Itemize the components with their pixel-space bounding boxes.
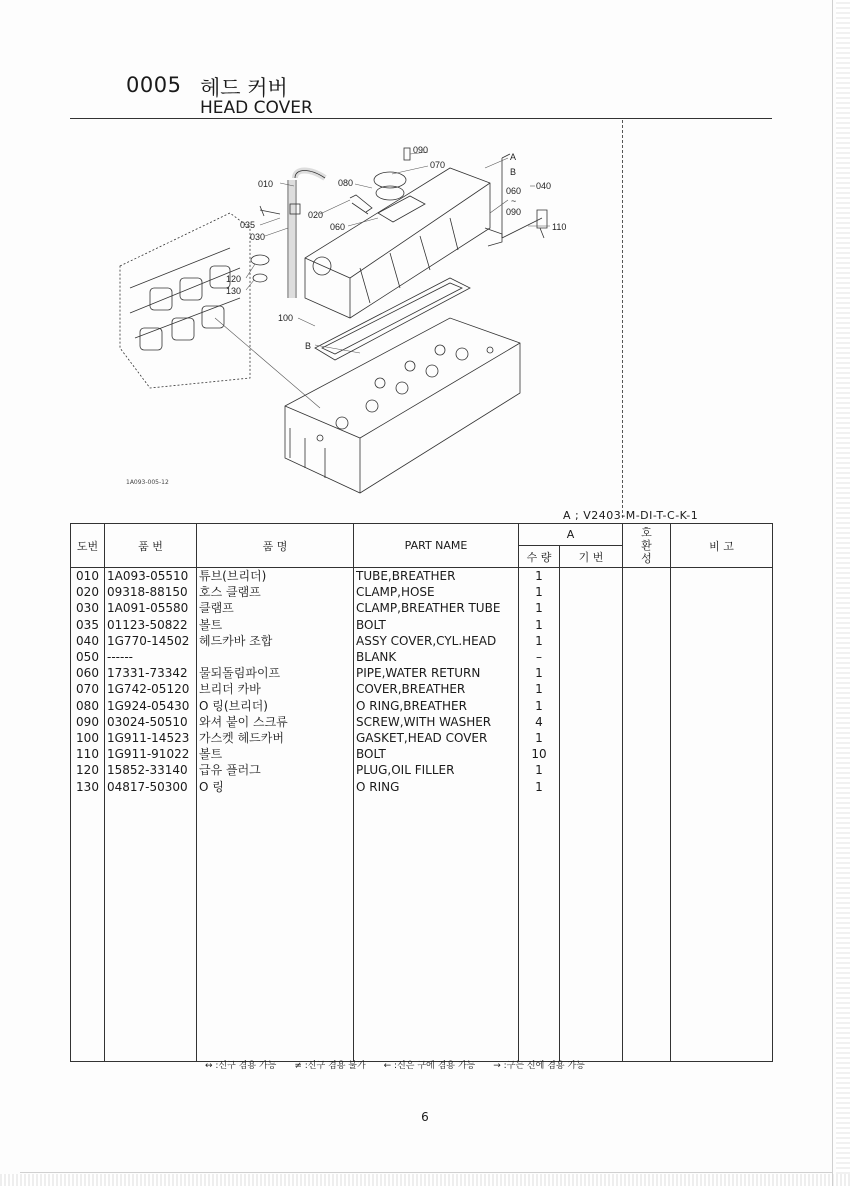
row-part-name: BLANK — [354, 649, 519, 665]
row-interchange — [623, 584, 671, 600]
row-interchange — [623, 649, 671, 665]
header-part-name: PART NAME — [354, 524, 519, 568]
table-row — [71, 600, 773, 616]
row-qty: 1 — [519, 665, 560, 681]
table-row — [71, 617, 773, 633]
row-interchange — [623, 633, 671, 649]
header-no: 도번 — [71, 524, 105, 568]
model-note: A ; V2403-M-DI-T-C-K-1 — [563, 509, 699, 522]
row-remarks — [671, 568, 773, 585]
legend-item-new-to-old: ← :신은 구에 겸용 가능 — [383, 1061, 476, 1071]
row-no: 050 — [71, 649, 105, 665]
row-qty: 1 — [519, 698, 560, 714]
row-interchange — [623, 746, 671, 762]
row-name-ko: 물되돌림파이프 — [197, 665, 354, 681]
row-name-ko: 클램프 — [197, 600, 354, 616]
row-remarks — [671, 778, 773, 794]
row-qty: 1 — [519, 600, 560, 616]
row-name-ko: 가스켓 헤드카버 — [197, 730, 354, 746]
row-base — [560, 665, 623, 681]
row-remarks — [671, 730, 773, 746]
leader-lines — [215, 152, 550, 408]
row-remarks — [671, 746, 773, 762]
row-remarks — [671, 665, 773, 681]
label-100: 100 — [278, 313, 294, 323]
row-interchange — [623, 665, 671, 681]
label-070: 070 — [430, 160, 446, 170]
table-row — [71, 730, 773, 746]
row-base — [560, 633, 623, 649]
row-part-name: O RING,BREATHER — [354, 698, 519, 714]
row-interchange — [623, 714, 671, 730]
row-base — [560, 649, 623, 665]
label-060: 060 — [330, 222, 346, 232]
row-name-ko: 튜브(브리더) — [197, 568, 354, 585]
label-010: 010 — [258, 179, 274, 189]
row-interchange — [623, 730, 671, 746]
label-090: 090 — [413, 145, 429, 155]
row-part-no: 1G770-14502 — [105, 633, 197, 649]
row-part-name: CLAMP,BREATHER TUBE — [354, 600, 519, 616]
row-part-name: BOLT — [354, 617, 519, 633]
label-120: 120 — [226, 274, 242, 284]
legend-item-interchangeable: ↔ :신구 겸용 가능 — [205, 1061, 277, 1071]
row-qty: 1 — [519, 681, 560, 697]
label-range-from: 060 — [506, 186, 522, 196]
diagram-divider — [622, 120, 623, 518]
row-remarks — [671, 762, 773, 778]
row-part-name: COVER,BREATHER — [354, 681, 519, 697]
row-qty: 1 — [519, 568, 560, 585]
row-name-ko — [197, 649, 354, 665]
row-part-no: 03024-50510 — [105, 714, 197, 730]
scan-edge-right — [836, 0, 850, 1174]
header-model-group: A — [519, 524, 623, 546]
table-row — [71, 778, 773, 794]
row-qty: – — [519, 649, 560, 665]
row-qty: 1 — [519, 584, 560, 600]
page-title-english: HEAD COVER — [200, 98, 313, 118]
row-part-name: O RING — [354, 778, 519, 794]
page-title-korean: 헤드 커버 — [200, 76, 288, 100]
row-name-ko: 헤드카바 조합 — [197, 633, 354, 649]
section-code: 0005 — [126, 73, 182, 97]
label-110: 110 — [552, 222, 567, 232]
row-part-name: ASSY COVER,CYL.HEAD — [354, 633, 519, 649]
row-interchange — [623, 778, 671, 794]
label-ref-a: A — [510, 152, 517, 162]
row-interchange — [623, 600, 671, 616]
row-part-no: 1G911-14523 — [105, 730, 197, 746]
title-rule — [70, 118, 772, 119]
row-base — [560, 730, 623, 746]
parts-table — [70, 523, 773, 1062]
label-130: 130 — [226, 286, 242, 296]
page-border-right — [832, 0, 833, 1186]
header-remarks: 비 고 — [671, 524, 773, 568]
row-part-no: 04817-50300 — [105, 778, 197, 794]
intake-manifold-drawing — [120, 213, 250, 388]
header-interchange: 호 환 성 — [623, 524, 671, 568]
table-row — [71, 649, 773, 665]
row-part-no: 1G911-91022 — [105, 746, 197, 762]
page-border-bottom — [20, 1172, 832, 1173]
header-qty: 수 량 — [519, 546, 560, 568]
row-no: 130 — [71, 778, 105, 794]
row-no: 030 — [71, 600, 105, 616]
label-035: 035 — [240, 220, 256, 230]
label-ref-b-lower: B — [305, 341, 312, 351]
row-no: 020 — [71, 584, 105, 600]
row-base — [560, 600, 623, 616]
breather-parts-drawing — [251, 148, 547, 298]
row-part-no: 15852-33140 — [105, 762, 197, 778]
row-part-no: 01123-50822 — [105, 617, 197, 633]
row-no: 070 — [71, 681, 105, 697]
row-part-name: GASKET,HEAD COVER — [354, 730, 519, 746]
table-row — [71, 714, 773, 730]
table-row — [71, 698, 773, 714]
legend-item-not-interchangeable: ≠ :신구 겸용 불가 — [294, 1061, 366, 1071]
row-part-no: 09318-88150 — [105, 584, 197, 600]
row-remarks — [671, 649, 773, 665]
row-base — [560, 568, 623, 585]
row-no: 080 — [71, 698, 105, 714]
row-name-ko: 급유 플러그 — [197, 762, 354, 778]
row-base — [560, 746, 623, 762]
table-row — [71, 568, 773, 585]
page-number: 6 — [421, 1110, 429, 1124]
row-qty: 4 — [519, 714, 560, 730]
row-remarks — [671, 633, 773, 649]
row-base — [560, 698, 623, 714]
header-part-no: 품 번 — [105, 524, 197, 568]
row-remarks — [671, 600, 773, 616]
row-no: 035 — [71, 617, 105, 633]
row-interchange — [623, 762, 671, 778]
figure-code: 1A093-005-12 — [126, 479, 169, 486]
row-part-name: TUBE,BREATHER — [354, 568, 519, 585]
row-name-ko: O 링(브리더) — [197, 698, 354, 714]
row-remarks — [671, 584, 773, 600]
table-row — [71, 746, 773, 762]
label-040: 040 — [536, 181, 552, 191]
row-no: 090 — [71, 714, 105, 730]
cylinder-head-drawing — [285, 318, 520, 493]
header-name-ko: 품 명 — [197, 524, 354, 568]
compatibility-legend — [205, 1058, 585, 1071]
row-no: 040 — [71, 633, 105, 649]
row-qty: 10 — [519, 746, 560, 762]
row-interchange — [623, 617, 671, 633]
row-interchange — [623, 681, 671, 697]
row-part-name: BOLT — [354, 746, 519, 762]
row-name-ko: 와셔 붙이 스크류 — [197, 714, 354, 730]
row-remarks — [671, 617, 773, 633]
row-remarks — [671, 698, 773, 714]
row-base — [560, 584, 623, 600]
row-no: 010 — [71, 568, 105, 585]
row-no: 110 — [71, 746, 105, 762]
exploded-view-diagram — [110, 138, 620, 508]
row-name-ko: 호스 클램프 — [197, 584, 354, 600]
row-part-name: CLAMP,HOSE — [354, 584, 519, 600]
legend-item-old-to-new: → :구는 신에 겸용 가능 — [493, 1061, 585, 1071]
row-qty: 1 — [519, 762, 560, 778]
row-no: 120 — [71, 762, 105, 778]
row-name-ko: O 링 — [197, 778, 354, 794]
row-base — [560, 681, 623, 697]
row-base — [560, 762, 623, 778]
row-name-ko: 볼트 — [197, 617, 354, 633]
row-base — [560, 617, 623, 633]
label-range-to: 090 — [506, 207, 522, 217]
scan-edge-bottom — [0, 1174, 850, 1186]
table-row — [71, 762, 773, 778]
row-part-no: 1G924-05430 — [105, 698, 197, 714]
parts-table-body — [71, 568, 773, 1062]
row-part-no: 1G742-05120 — [105, 681, 197, 697]
header-base: 기 번 — [560, 546, 623, 568]
table-row — [71, 681, 773, 697]
row-qty: 1 — [519, 617, 560, 633]
row-part-name: PLUG,OIL FILLER — [354, 762, 519, 778]
row-qty: 1 — [519, 778, 560, 794]
label-020: 020 — [308, 210, 324, 220]
row-base — [560, 714, 623, 730]
row-no: 100 — [71, 730, 105, 746]
row-qty: 1 — [519, 730, 560, 746]
row-part-no: 17331-73342 — [105, 665, 197, 681]
row-part-name: SCREW,WITH WASHER — [354, 714, 519, 730]
row-qty: 1 — [519, 633, 560, 649]
row-remarks — [671, 714, 773, 730]
table-row — [71, 584, 773, 600]
row-part-name: PIPE,WATER RETURN — [354, 665, 519, 681]
table-filler — [71, 795, 773, 1062]
table-row — [71, 665, 773, 681]
label-ref-b: B — [510, 167, 517, 177]
label-range-tilde: ~ — [511, 196, 517, 206]
row-remarks — [671, 681, 773, 697]
row-interchange — [623, 698, 671, 714]
row-part-no: 1A091-05580 — [105, 600, 197, 616]
row-part-no: 1A093-05510 — [105, 568, 197, 585]
row-name-ko: 브리더 카바 — [197, 681, 354, 697]
row-interchange — [623, 568, 671, 585]
label-080: 080 — [338, 178, 354, 188]
row-no: 060 — [71, 665, 105, 681]
row-base — [560, 778, 623, 794]
row-part-no: ------ — [105, 649, 197, 665]
row-name-ko: 볼트 — [197, 746, 354, 762]
table-row — [71, 633, 773, 649]
label-030: 030 — [250, 232, 266, 242]
